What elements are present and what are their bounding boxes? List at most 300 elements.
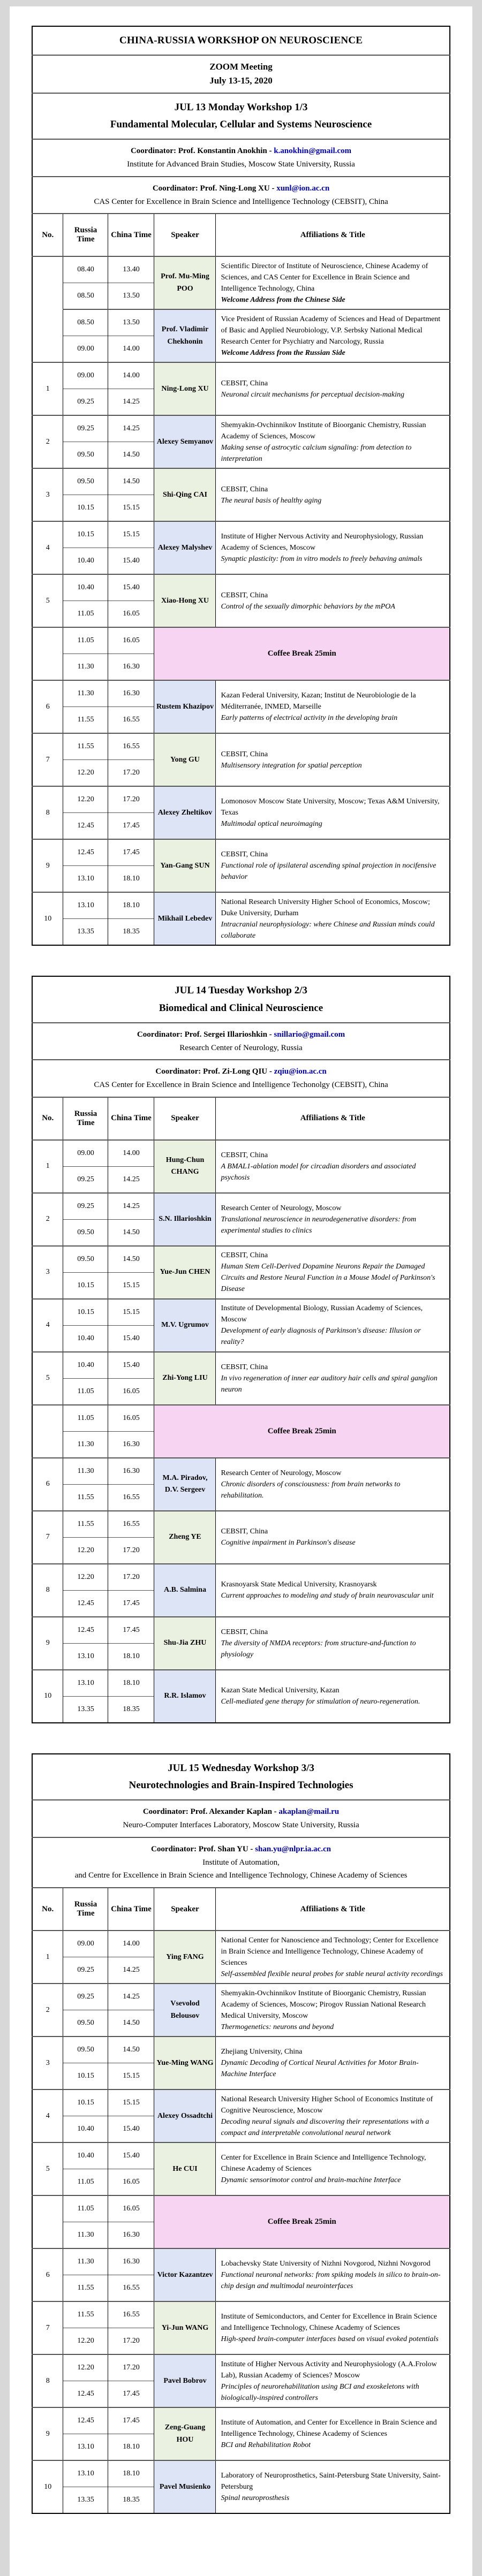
china-time-start: 16.30 [108,680,154,707]
russia-time-end: 08.50 [63,283,108,310]
russia-time-start: 13.10 [63,2460,108,2487]
coordinator-affiliation: CAS Center for Excellence in Brain Science and Intelligence Technology (CEBSIT), China [94,197,388,206]
row-number: 3 [32,2037,63,2089]
russia-time-end: 13.10 [63,866,108,893]
coordinator-affiliation: Institute of Automation, [202,1858,280,1867]
china-time-start: 15.15 [108,1299,154,1326]
speaker-affiliation: National Research University Higher School of Economics, Moscow; Duke University, Durham [221,898,430,917]
china-time-start: 16.55 [108,2301,154,2328]
russia-time-end: 09.25 [63,1957,108,1984]
russia-time-start: 10.40 [63,574,108,601]
affiliation-and-title-cell [216,1193,450,1246]
speaker-name: Ning-Long XU [154,362,216,415]
china-time-start: 14.00 [108,1931,154,1957]
russia-time-start: 10.15 [63,2089,108,2116]
russia-time-start: 09.00 [63,1140,108,1167]
speaker-affiliation: CEBSIT, China [221,1628,268,1636]
russia-time-start: 11.55 [63,733,108,760]
coordinator-name: Coordinator: Prof. Shan YU - [151,1844,253,1853]
row-number: 6 [32,680,63,733]
speaker-name: Yong GU [154,733,216,786]
china-time-end: 14.25 [108,389,154,416]
russia-time-end: 09.50 [63,1219,108,1246]
row-number: 9 [32,2407,63,2460]
russia-time-end: 12.20 [63,2328,108,2355]
affiliation-and-title-cell [216,309,450,362]
china-time-start: 17.20 [108,2354,154,2381]
row-number: 8 [32,2354,63,2407]
russia-time-start: 09.50 [63,2037,108,2063]
row-number: 7 [32,2301,63,2354]
column-header-no: No. [32,1097,63,1140]
row-number: 1 [32,1931,63,1984]
china-time-start: 13.40 [108,256,154,283]
row-number: 7 [32,1511,63,1564]
speaker-affiliation: Kazan State Medical University, Kazan [221,1686,340,1695]
speaker-affiliation: National Research University Higher School of Economics Institute of Cognitive Neuroscience, Moscow [221,2095,433,2115]
document-title: CHINA-RUSSIA WORKSHOP ON NEUROSCIENCE [32,26,450,55]
talk-title: In vivo regeneration of inner ear auditory hair cells and spiral ganglion neuron [221,1374,438,1394]
russia-time-end: 13.10 [63,2434,108,2461]
russia-time-start: 10.40 [63,1352,108,1379]
russia-time-end: 12.45 [63,1590,108,1617]
china-time-end: 18.10 [108,2434,154,2461]
affiliation-and-title-cell [216,1564,450,1617]
russia-time-start: 11.05 [63,627,108,654]
china-time-start: 17.45 [108,1617,154,1644]
speaker-affiliation: CEBSIT, China [221,1363,268,1371]
row-number: 4 [32,521,63,574]
workshop-title: JUL 14 Tuesday Workshop 2/3 [175,985,307,997]
row-number: 4 [32,2089,63,2142]
row-number: 5 [32,2142,63,2195]
speaker-affiliation: Research Center of Neurology, Moscow [221,1469,342,1477]
china-time-start: 16.05 [108,1405,154,1432]
coordinator-name: Coordinator: Prof. Ning-Long XU - [152,184,275,193]
coordinator-block [32,1800,450,1837]
speaker-name: Shu-Jia ZHU [154,1617,216,1670]
talk-title: Intracranial neurophysiology: where Chinese and Russian minds could collaborate [221,920,435,940]
affiliation-and-title-cell [216,786,450,839]
column-header-sp: Speaker [154,1888,216,1931]
row-number: 6 [32,1458,63,1511]
workshop-program-page [10,6,472,2576]
russia-time-start: 08.50 [63,309,108,336]
meeting-info [32,55,450,93]
china-time-start: 14.25 [108,1984,154,2010]
talk-title: Functional neuronal networks: from spiking models in silico to brain-on-chip design and multimodal neurointerfaces [221,2271,441,2291]
china-time-end: 18.35 [108,2487,154,2514]
talk-title: Self-assembled flexible neural probes for stable neural activity recordings [221,1970,443,1978]
affiliation-and-title-cell [216,256,450,309]
workshop-table-2 [32,976,450,1723]
china-time-end: 15.40 [108,2116,154,2143]
china-time-end: 18.35 [108,919,154,946]
china-time-end: 14.25 [108,1957,154,1984]
column-header-sp: Speaker [154,214,216,256]
russia-time-start: 08.40 [63,256,108,283]
russia-time-end: 10.15 [63,1272,108,1299]
row-number [32,1405,63,1458]
china-time-end: 15.40 [108,1325,154,1352]
talk-title: Multisensory integration for spatial perception [221,761,362,770]
russia-time-start: 09.25 [63,415,108,442]
china-time-start: 15.40 [108,574,154,601]
china-time-start: 17.45 [108,839,154,866]
affiliation-and-title-cell [216,1670,450,1723]
speaker-affiliation: Institute of Developmental Biology, Russian Academy of Sciences, Moscow [221,1304,423,1324]
talk-title: Decoding neural signals and discovering their representations with a compact and interpretable convolutional neural network [221,2117,430,2137]
workshop-table-3 [32,1753,450,2514]
china-time-end: 16.30 [108,1431,154,1458]
talk-title: Human Stem Cell-Derived Dopamine Neurons Repair the Damaged Circuits and Restore Neural Function in a Mouse Model of Parkinson's Disease [221,1263,435,1294]
russia-time-end: 13.35 [63,1696,108,1723]
russia-time-start: 09.00 [63,1931,108,1957]
china-time-end: 14.50 [108,2010,154,2037]
coordinator-affiliation: Institute for Advanced Brain Studies, Moscow State University, Russia [127,160,355,169]
speaker-affiliation: Lobachevsky State University of Nizhni Novgorod, Nizhni Novgorod [221,2260,431,2268]
workshop-header [32,1754,450,1800]
speaker-affiliation: Laboratory of Neuroprosthetics, Saint-Petersburg State University, Saint-Petersburg [221,2472,441,2491]
speaker-name: Shi-Qing CAI [154,468,216,521]
coordinator-name: Coordinator: Prof. Zi-Long QIU - [155,1067,272,1076]
talk-title: Translational neuroscience in neurodegenerative disorders: from experimental studies to clinics [221,1215,417,1235]
china-time-start: 16.30 [108,1458,154,1485]
coordinator-email: zqiu@ion.ac.cn [274,1067,327,1076]
china-time-start: 16.05 [108,2195,154,2222]
china-time-end: 17.45 [108,2381,154,2408]
russia-time-start: 12.45 [63,1617,108,1644]
talk-title: Thermogenetics: neurons and beyond [221,2023,334,2031]
china-time-end: 15.15 [108,1272,154,1299]
russia-time-start: 09.25 [63,1984,108,2010]
speaker-affiliation: Shemyakin-Ovchinnikov Institute of Bioorganic Chemistry, Russian Academy of Sciences, Moscow; Pirogov Russian National Research Medical University, Moscow [221,1989,426,2020]
row-number: 6 [32,2248,63,2301]
china-time-start: 13.50 [108,309,154,336]
talk-title: Welcome Address from the Russian Side [221,348,345,357]
russia-time-end: 09.25 [63,1166,108,1193]
speaker-name: Pavel Bobrov [154,2354,216,2407]
row-number: 2 [32,1193,63,1246]
row-number: 5 [32,1352,63,1405]
coordinator-name: Coordinator: Prof. Alexander Kaplan - [142,1807,277,1817]
affiliation-and-title-cell [216,2248,450,2301]
russia-time-start: 12.20 [63,2354,108,2381]
speaker-affiliation: CEBSIT, China [221,1151,268,1159]
column-header-ru: Russia Time [63,1097,108,1140]
workshop-header [32,93,450,140]
speaker-affiliation: Krasnoyarsk State Medical University, Krasnoyarsk [221,1580,377,1589]
russia-time-end: 12.45 [63,813,108,840]
china-time-start: 17.20 [108,1564,154,1591]
china-time-end: 15.40 [108,548,154,575]
russia-time-start: 09.50 [63,1246,108,1273]
china-time-end: 17.45 [108,813,154,840]
china-time-start: 15.15 [108,521,154,548]
russia-time-end: 10.40 [63,1325,108,1352]
talk-title: Principles of neurorehabilitation using BCI and exoskeletons with biologically-inspired controllers [221,2382,419,2402]
russia-time-end: 11.05 [63,1378,108,1405]
china-time-end: 14.00 [108,336,154,363]
russia-time-start: 09.00 [63,362,108,389]
affiliation-and-title-cell [216,2407,450,2460]
speaker-name: Mikhail Lebedev [154,892,216,945]
china-time-start: 15.40 [108,1352,154,1379]
speaker-name: Alexey Zheltikov [154,786,216,839]
coordinator-block [32,1023,450,1060]
coordinator-affiliation: Neuro-Computer Interfaces Laboratory, Moscow State University, Russia [123,1821,359,1830]
column-header-af: Affiliations & Title [216,1888,450,1931]
speaker-name: A.B. Salmina [154,1564,216,1617]
affiliation-and-title-cell [216,2037,450,2089]
coordinator-email: snillario@gmail.com [274,1030,345,1039]
speaker-name: Xiao-Hong XU [154,574,216,627]
china-time-end: 18.10 [108,1643,154,1670]
russia-time-end: 10.15 [63,495,108,522]
speaker-affiliation: CEBSIT, China [221,1251,268,1260]
workshop-header [32,976,450,1023]
china-time-start: 18.10 [108,2460,154,2487]
china-time-start: 14.50 [108,1246,154,1273]
coordinator-email: akaplan@mail.ru [278,1807,340,1817]
row-number [32,256,63,362]
speaker-name: Prof. Vladimir Chekhonin [154,309,216,362]
russia-time-end: 12.20 [63,1537,108,1564]
row-number: 7 [32,733,63,786]
row-number [32,627,63,680]
affiliation-and-title-cell [216,574,450,627]
coordinator-email: xunl@ion.ac.cn [276,184,330,193]
meeting-dates: July 13-15, 2020 [209,75,273,86]
russia-time-start: 11.55 [63,1511,108,1538]
affiliation-and-title-cell [216,1352,450,1405]
china-time-start: 16.55 [108,1511,154,1538]
speaker-name: Zeng-Guang HOU [154,2407,216,2460]
column-header-no: No. [32,1888,63,1931]
affiliation-and-title-cell [216,892,450,945]
coordinator-name: Coordinator: Prof. Sergei Illarioshkin - [137,1030,272,1039]
russia-time-end: 11.05 [63,2169,108,2196]
speaker-affiliation: Institute of Automation, and Center for Excellence in Brain Science and Intelligence Technology, Chinese Academy of Sciences [221,2419,437,2438]
row-number: 10 [32,2460,63,2513]
speaker-name: Alexey Malyshev [154,521,216,574]
russia-time-end: 11.30 [63,2222,108,2249]
china-time-end: 16.05 [108,601,154,628]
china-time-end: 14.25 [108,1166,154,1193]
china-time-end: 16.05 [108,2169,154,2196]
talk-title: A BMAL1-ablation model for circadian disorders and associated psychosis [221,1162,416,1182]
row-number: 3 [32,468,63,521]
affiliation-and-title-cell [216,1511,450,1564]
talk-title: Functional role of ipsilateral ascending spinal projection in nocifensive behavior [221,862,436,882]
affiliation-and-title-cell [216,1299,450,1352]
coordinator-block [32,177,450,214]
affiliation-and-title-cell [216,1140,450,1193]
column-header-cn: China Time [108,1097,154,1140]
speaker-name: Yi-Jun WANG [154,2301,216,2354]
affiliation-and-title-cell [216,468,450,521]
talk-title: Cognitive impairment in Parkinson's disease [221,1539,356,1547]
speaker-affiliation: Zhejiang University, China [221,2048,303,2056]
speaker-affiliation: Scientific Director of Institute of Neuroscience, Chinese Academy of Sciences, and CAS Center for Excellence in Brain Science and Intelligence Technology, China [221,262,428,293]
column-header-cn: China Time [108,214,154,256]
column-header-ru: Russia Time [63,214,108,256]
speaker-affiliation: CEBSIT, China [221,750,268,758]
russia-time-end: 09.50 [63,2010,108,2037]
china-time-end: 17.20 [108,2328,154,2355]
russia-time-start: 11.30 [63,1458,108,1485]
row-number: 1 [32,1140,63,1193]
china-time-end: 15.15 [108,2063,154,2090]
speaker-name: Rustem Khazipov [154,680,216,733]
china-time-start: 14.00 [108,1140,154,1167]
china-time-end: 17.20 [108,760,154,787]
russia-time-end: 13.35 [63,2487,108,2514]
speaker-name: Victor Kazantzev [154,2248,216,2301]
talk-title: Cell-mediated gene therapy for stimulation of neuro-regeneration. [221,1698,420,1706]
speaker-affiliation: Institute of Higher Nervous Activity and Neurophysiology (A.A.Frolow Lab), Russian Academy of Sciences? Moscow [221,2360,437,2380]
china-time-end: 16.55 [108,2275,154,2302]
workshop-table-1 [32,26,450,946]
talk-title: Dynamic sensorimotor control and brain-machine Interface [221,2176,401,2185]
russia-time-start: 11.55 [63,2301,108,2328]
talk-title: BCI and Rehabilitation Robot [221,2441,311,2450]
affiliation-and-title-cell [216,1458,450,1511]
talk-title: Dynamic Decoding of Cortical Neural Activities for Motor Brain-Machine Interface [221,2059,419,2079]
talk-title: Multimodal optical neuroimaging [221,820,322,829]
russia-time-start: 09.25 [63,1193,108,1220]
row-number: 2 [32,1984,63,2037]
speaker-affiliation: CEBSIT, China [221,1528,268,1536]
china-time-start: 15.15 [108,2089,154,2116]
russia-time-start: 12.45 [63,2407,108,2434]
china-time-start: 17.20 [108,786,154,813]
china-time-end: 15.15 [108,495,154,522]
china-time-end: 16.30 [108,2222,154,2249]
workshop-title: JUL 15 Wednesday Workshop 3/3 [168,1762,314,1774]
russia-time-end: 10.40 [63,548,108,575]
russia-time-start: 10.40 [63,2142,108,2169]
china-time-end: 16.55 [108,1484,154,1511]
russia-time-start: 12.20 [63,786,108,813]
speaker-affiliation: Lomonosov Moscow State University, Moscow; Texas A&M University, Texas [221,797,440,817]
coffee-break: Coffee Break 25min [154,2195,450,2248]
column-header-af: Affiliations & Title [216,214,450,256]
speaker-name: Ying FANG [154,1931,216,1984]
row-number: 9 [32,839,63,892]
china-time-start: 18.10 [108,892,154,919]
china-time-end: 16.55 [108,707,154,734]
speaker-affiliation: CEBSIT, China [221,485,268,493]
russia-time-end: 11.05 [63,601,108,628]
affiliation-and-title-cell [216,1246,450,1299]
affiliation-and-title-cell [216,2354,450,2407]
column-header-sp: Speaker [154,1097,216,1140]
speaker-name: Hung-Chun CHANG [154,1140,216,1193]
column-header-cn: China Time [108,1888,154,1931]
russia-time-end: 11.30 [63,1431,108,1458]
affiliation-and-title-cell [216,2089,450,2142]
speaker-affiliation: CEBSIT, China [221,379,268,387]
coordinator-block [32,139,450,177]
russia-time-end: 13.10 [63,1643,108,1670]
speaker-name: Yue-Jun CHEN [154,1246,216,1299]
speaker-name: Vsevolod Belousov [154,1984,216,2037]
talk-title: Chronic disorders of consciousness: from brain networks to rehabilitation. [221,1480,401,1500]
speaker-name: R.R. Islamov [154,1670,216,1723]
row-number: 9 [32,1617,63,1670]
talk-title: Making sense of astrocytic calcium signaling: from detection to interpretation [221,443,412,463]
row-number: 2 [32,415,63,468]
china-time-start: 17.45 [108,2407,154,2434]
row-number: 8 [32,786,63,839]
row-number: 4 [32,1299,63,1352]
russia-time-start: 12.20 [63,1564,108,1591]
china-time-end: 14.50 [108,1219,154,1246]
workshop-subtitle: Biomedical and Clinical Neuroscience [159,1002,323,1014]
russia-time-end: 09.25 [63,389,108,416]
speaker-affiliation: Kazan Federal University, Kazan; Institut de Neurobiologie de la Méditerranée, INMED, Marseille [221,692,416,711]
china-time-start: 16.55 [108,733,154,760]
china-time-start: 18.10 [108,1670,154,1697]
talk-title: Synaptic plasticity: from in vitro models to freely behaving animals [221,555,423,564]
russia-time-end: 11.30 [63,654,108,681]
china-time-start: 16.30 [108,2248,154,2275]
talk-title: Neuronal circuit mechanisms for perceptual decision-making [221,390,405,399]
speaker-name: Pavel Musienko [154,2460,216,2513]
russia-time-end: 13.35 [63,919,108,946]
russia-time-start: 11.30 [63,2248,108,2275]
speaker-name: Prof. Mu-Ming POO [154,256,216,309]
row-number: 8 [32,1564,63,1617]
china-time-start: 14.25 [108,415,154,442]
coordinator-affiliation: CAS Center for Excellence in Brain Science and Intelligence Techonolgy (CEBSIT), China [94,1081,388,1090]
russia-time-start: 11.05 [63,1405,108,1432]
russia-time-start: 10.15 [63,521,108,548]
meeting-type: ZOOM Meeting [209,62,273,72]
speaker-name: Yue-Ming WANG [154,2037,216,2089]
affiliation-and-title-cell [216,362,450,415]
affiliation-and-title-cell [216,521,450,574]
talk-title: The neural basis of healthy aging [221,496,322,505]
talk-title: Welcome Address from the Chinese Side [221,295,345,304]
russia-time-end: 11.55 [63,2275,108,2302]
workshop-title: JUL 13 Monday Workshop 1/3 [174,101,308,113]
workshop-subtitle: Neurotechnologies and Brain-Inspired Technologies [129,1780,353,1791]
row-number: 10 [32,1670,63,1723]
russia-time-start: 11.30 [63,680,108,707]
speaker-affiliation: CEBSIT, China [221,850,268,859]
coffee-break: Coffee Break 25min [154,627,450,680]
row-number: 1 [32,362,63,415]
russia-time-start: 13.10 [63,892,108,919]
china-time-start: 14.00 [108,362,154,389]
russia-time-start: 11.05 [63,2195,108,2222]
russia-time-start: 10.15 [63,1299,108,1326]
speaker-affiliation: Research Center of Neurology, Moscow [221,1204,342,1212]
speaker-affiliation: Institute of Semiconductors, and Center for Excellence in Brain Science and Intelligence Technology, Chinese Academy of Sciences [221,2313,438,2332]
china-time-end: 14.50 [108,442,154,469]
russia-time-start: 12.45 [63,839,108,866]
speaker-affiliation: Shemyakin-Ovchinnikov Institute of Bioorganic Chemistry, Russian Academy of Sciences, Moscow [221,421,426,440]
china-time-end: 16.05 [108,1378,154,1405]
speaker-name: Zhi-Yong LIU [154,1352,216,1405]
coordinator-block [32,1060,450,1097]
speaker-name: M.V. Ugrumov [154,1299,216,1352]
china-time-end: 16.30 [108,654,154,681]
speaker-name: Yan-Gang SUN [154,839,216,892]
russia-time-start: 13.10 [63,1670,108,1697]
